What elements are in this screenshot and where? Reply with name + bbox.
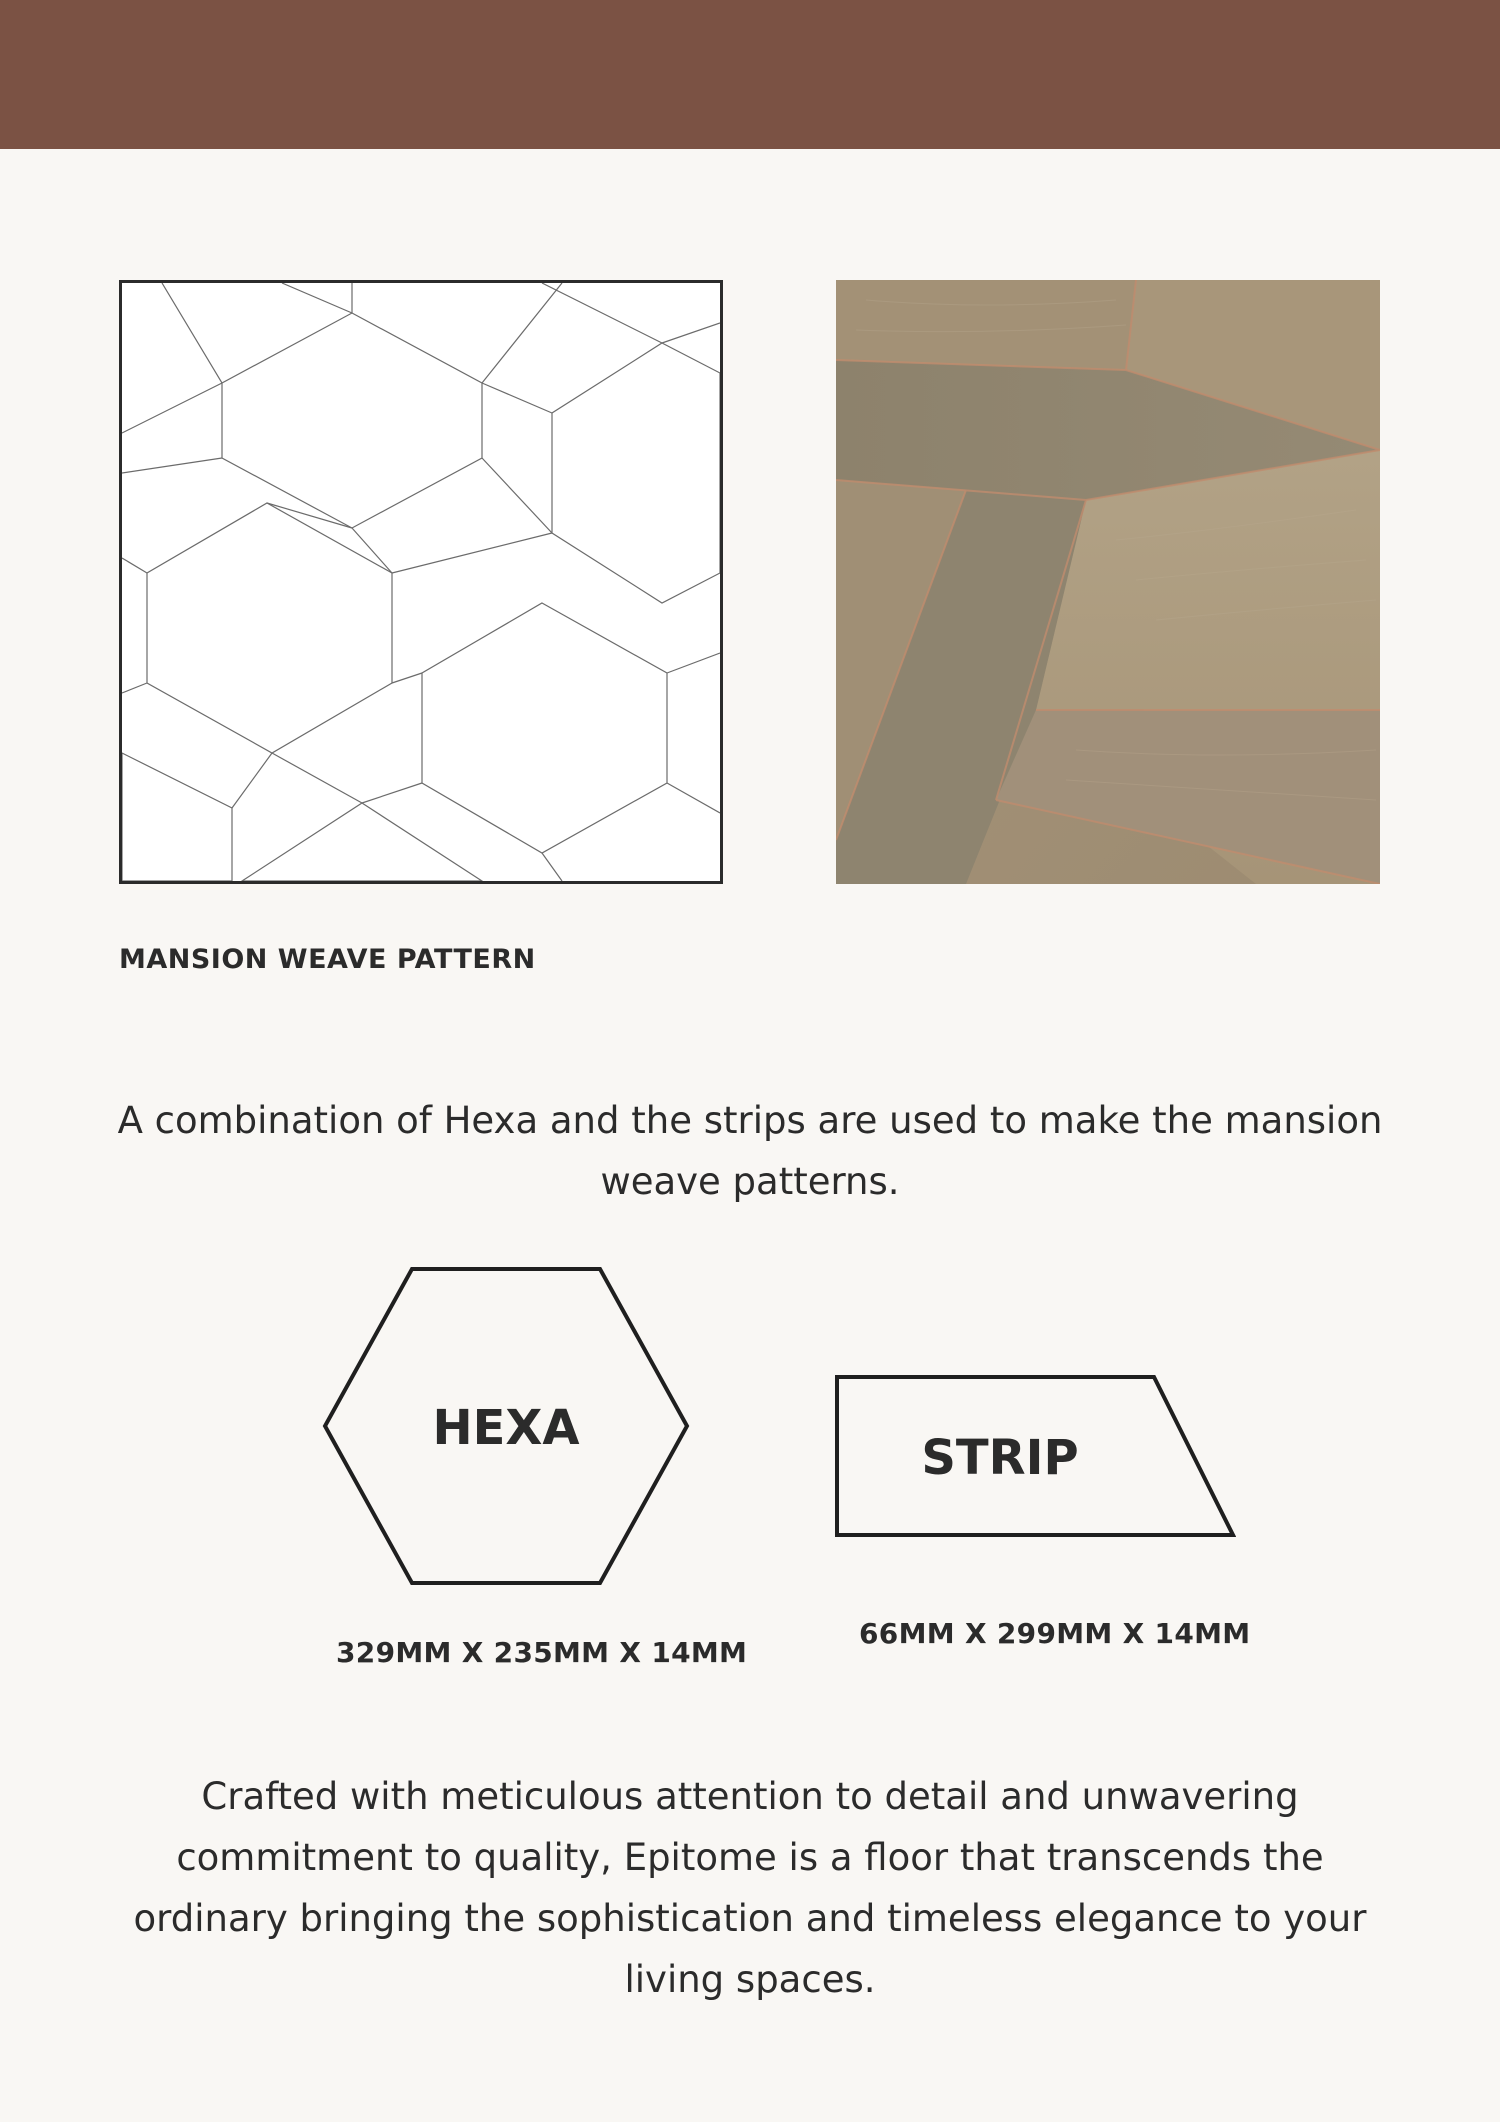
hexa-label: HEXA [432, 1400, 580, 1456]
closing-paragraph: Crafted with meticulous attention to detail and unwavering commitment to quality, Epitome is a floor that transcends the ordinary bringing the sophistication and timeless elegance to your living spaces. [133, 1775, 1367, 2001]
wood-floor-photo [836, 280, 1380, 884]
pattern-label: MANSION WEAVE PATTERN [119, 944, 536, 975]
strip-shape [834, 1374, 1236, 1538]
weave-diagram [122, 283, 720, 881]
hexa-dimensions: 329MM X 235MM X 14MM [336, 1636, 748, 1669]
intro-paragraph: A combination of Hexa and the strips are used to make the mansion weave patterns. [117, 1099, 1383, 1203]
top-banner [0, 0, 1500, 149]
pattern-line-drawing [119, 280, 723, 884]
hexa-shape [322, 1266, 692, 1586]
strip-label: STRIP [921, 1430, 1079, 1486]
strip-dimensions: 66MM X 299MM X 14MM [859, 1617, 1251, 1650]
